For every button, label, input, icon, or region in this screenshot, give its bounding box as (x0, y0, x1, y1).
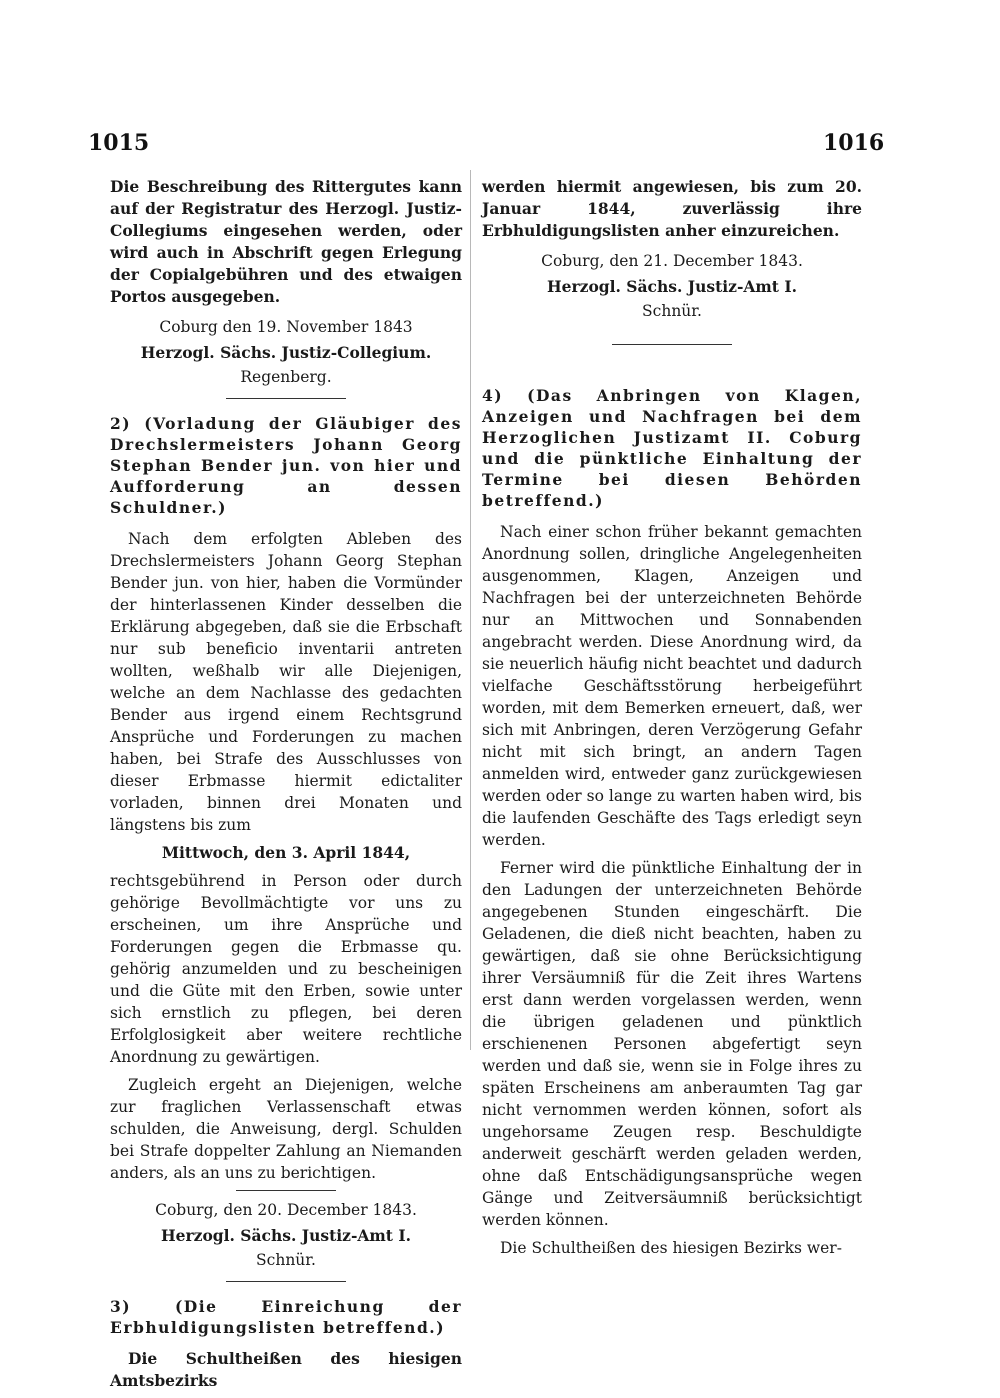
notice-paragraph: Die Schultheißen des hiesigen Amtsbezirks (110, 1349, 462, 1390)
deadline-date: Mittwoch, den 3. April 1844, (161, 843, 411, 862)
intro-paragraph: Die Beschreibung des Rittergutes kann auf der Registratur des Herzogl. Justiz-Collegiums eingesehen werden, oder wird auch in Abschrift gegen Erlegung der Copialgebühren und des etwaigen Portos ausgegeben. (110, 177, 462, 306)
authority-line: Herzogl. Sächs. Justiz-Collegium. (140, 343, 432, 362)
section-rule (236, 1190, 336, 1191)
section-rule (226, 1281, 346, 1282)
notice-paragraph: werden hiermit angewiesen, bis zum 20. Januar 1844, zuverlässig ihre Erbhuldigungslisten anher einzureichen. (482, 177, 862, 240)
notice-heading: 2) (Vorladung der Gläubiger des Drechslermeisters Johann Georg Stephan Bender jun. von hier und Aufforderung an dessen Schuldner.) (110, 414, 462, 517)
notice-paragraph: Ferner wird die pünktliche Einhaltung der in den Ladungen der unterzeichneten Behörde angegebenen Stunden eingeschärft. Die Geladenen, die dieß nicht beachten, haben zu gewärtigen, daß sie ohne Berücksichtigung ihrer Versäumniß für die Zeit ihres Wartens erst dann werden vorgelassen werden, wenn die übrigen geladenen und pünktlich erschienenen Personen abgefertigt seyn werden und daß sie, wenn sie in Folge ihres zu späten Erscheinens am anberaumten Tag gar nicht vernommen werden können, sofort als ungehorsame Zeugen resp. Beschuldigte anderweit geschärft werden geladen werden, ohne daß Entschädigungsansprüche wegen Gänge und Zeitversäumniß berücksichtigt werden können. (482, 859, 862, 1229)
authority-line: Herzogl. Sächs. Justiz-Amt I. (546, 277, 798, 296)
notice-heading: 3) (Die Einreichung der Erbhuldigungslisten betreffend.) (110, 1297, 462, 1337)
page-number-left: 1015 (88, 130, 150, 156)
notice-heading: 4) (Das Anbringen von Klagen, Anzeigen und Nachfragen bei dem Herzoglichen Justizamt II. Coburg und die pünktliche Einhaltung der Termine bei diesen Behörden betreffend.) (482, 386, 862, 510)
section-rule (226, 398, 346, 399)
page-number-right: 1016 (823, 130, 885, 156)
notice-paragraph: Die Schultheißen des hiesigen Bezirks wer- (500, 1239, 842, 1257)
notice-paragraph: Zugleich ergeht an Diejenigen, welche zur fraglichen Verlassenschaft etwas schulden, die Anweisung, dergl. Schulden bei Strafe doppelter Zahlung an Niemanden anders, als an uns zu berichtigen. (110, 1076, 462, 1182)
signer-line: Schnür. (642, 302, 702, 320)
signer-line: Regenberg. (240, 368, 332, 386)
notice-paragraph: rechtsgebührend in Person oder durch gehörige Bevollmächtigte vor uns zu erscheinen, um ihre Ansprüche und Forderungen gegen die Erbmasse qu. gehörig anzumelden und zu bescheinigen und die Güte mit den Erben, sowie unter sich ernstlich zu pflegen, bei deren Erfolglosigkeit aber weitere rechtliche Anordnung zu gewärtigen. (110, 872, 462, 1066)
column-divider (470, 170, 471, 1050)
date-line: Coburg den 19. November 1843 (159, 318, 413, 336)
notice-paragraph: Nach dem erfolgten Ableben des Drechslermeisters Johann Georg Stephan Bender jun. von hier, haben die Vormünder der hinterlassenen Kinder desselben die Erklärung abgegeben, daß sie die Erbschaft nur sub beneficio inventarii antreten wollten, weßhalb wir alle Diejenigen, welche an dem Nachlasse des gedachten Bender aus irgend einem Rechtsgrund Ansprüche und Forderungen zu machen haben, bei Strafe des Ausschlusses von dieser Erbmasse hiermit edictaliter vorladen, binnen drei Monaten und längstens bis zum (110, 530, 462, 834)
section-rule (612, 344, 732, 345)
left-column (110, 176, 462, 1398)
date-line: Coburg, den 21. December 1843. (541, 252, 803, 270)
date-line: Coburg, den 20. December 1843. (155, 1201, 417, 1219)
notice-paragraph: Nach einer schon früher bekannt gemachten Anordnung sollen, dringliche Angelegenheiten ausgenommen, Klagen, Anzeigen und Nachfragen bei der unterzeichneten Behörde nur an Mittwochen und Sonnabenden angebracht werden. Diese Anordnung wird, da sie neuerlich häufig nicht beachtet und dadurch vielfache Geschäftsstörung herbeigeführt worden, mit dem Bemerken erneuert, daß, wer sich mit Anbringen, deren Verzögerung Gefahr nicht mit sich bringt, an andern Tagen anmelden wird, entweder ganz zurückgewiesen werden oder so lange zu warten haben wird, bis die laufenden Geschäfte des Tags erledigt seyn werden. (482, 523, 862, 849)
signer-line: Schnür. (256, 1251, 316, 1269)
right-column (482, 176, 862, 1265)
authority-line: Herzogl. Sächs. Justiz-Amt I. (160, 1226, 412, 1245)
